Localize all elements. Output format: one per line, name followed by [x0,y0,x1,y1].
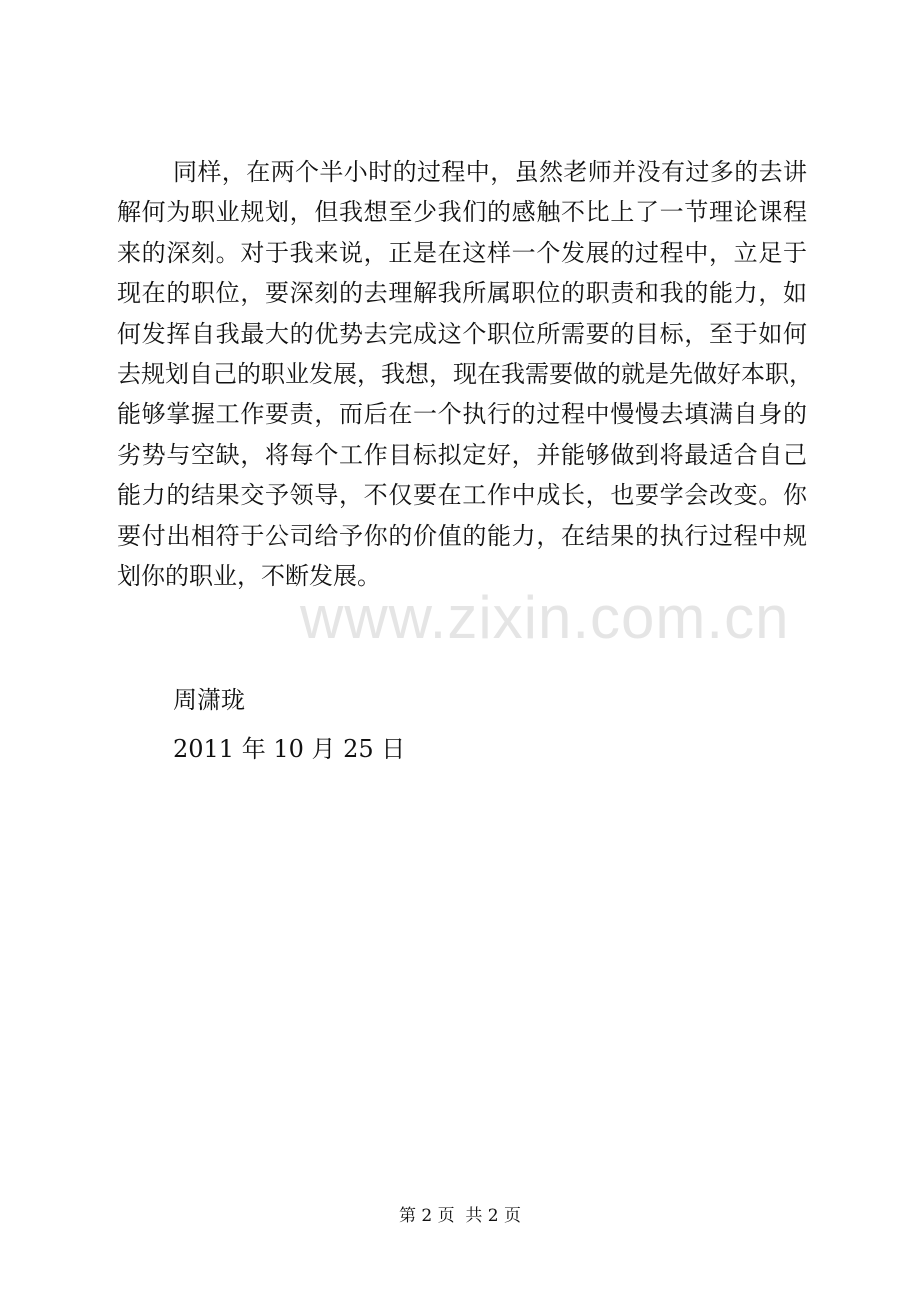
paragraph-line: 现在的职位，要深刻的去理解我所属职位的职责和我的能力，如 [117,279,807,308]
body-paragraph [117,152,813,596]
paragraph-line: 同样，在两个半小时的过程中，虽然老师并没有过多的去讲 [173,158,807,186]
watermark: www.zixin.com.cn [300,584,790,651]
signature-name: 周潇珑 [173,686,245,714]
page-number-footer: 第 2 页 共 2 页 [398,1206,522,1226]
signature-date: 2011 年 10 月 25 日 [173,735,406,763]
paragraph-line: 能力的结果交予领导，不仅要在工作中成长，也要学会改变。你 [117,481,807,510]
paragraph-line: 解何为职业规划，但我想至少我们的感触不比上了一节理论课程 [117,198,807,227]
paragraph-line: 劣势与空缺，将每个工作目标拟定好，并能够做到将最适合自己 [117,440,807,469]
paragraph-line: 来的深刻。对于我来说，正是在这样一个发展的过程中，立足于 [117,238,807,267]
paragraph-line: 能够掌握工作要责，而后在一个执行的过程中慢慢去填满自身的 [117,400,807,429]
paragraph-line: 去规划自己的职业发展，我想，现在我需要做的就是先做好本职， [117,359,813,388]
paragraph-line: 何发挥自我最大的优势去完成这个职位所需要的目标，至于如何 [117,319,807,348]
paragraph-line: 划你的职业，不断发展。 [117,561,381,590]
paragraph-line: 要付出相符于公司给予你的价值的能力，在结果的执行过程中规 [117,521,807,550]
